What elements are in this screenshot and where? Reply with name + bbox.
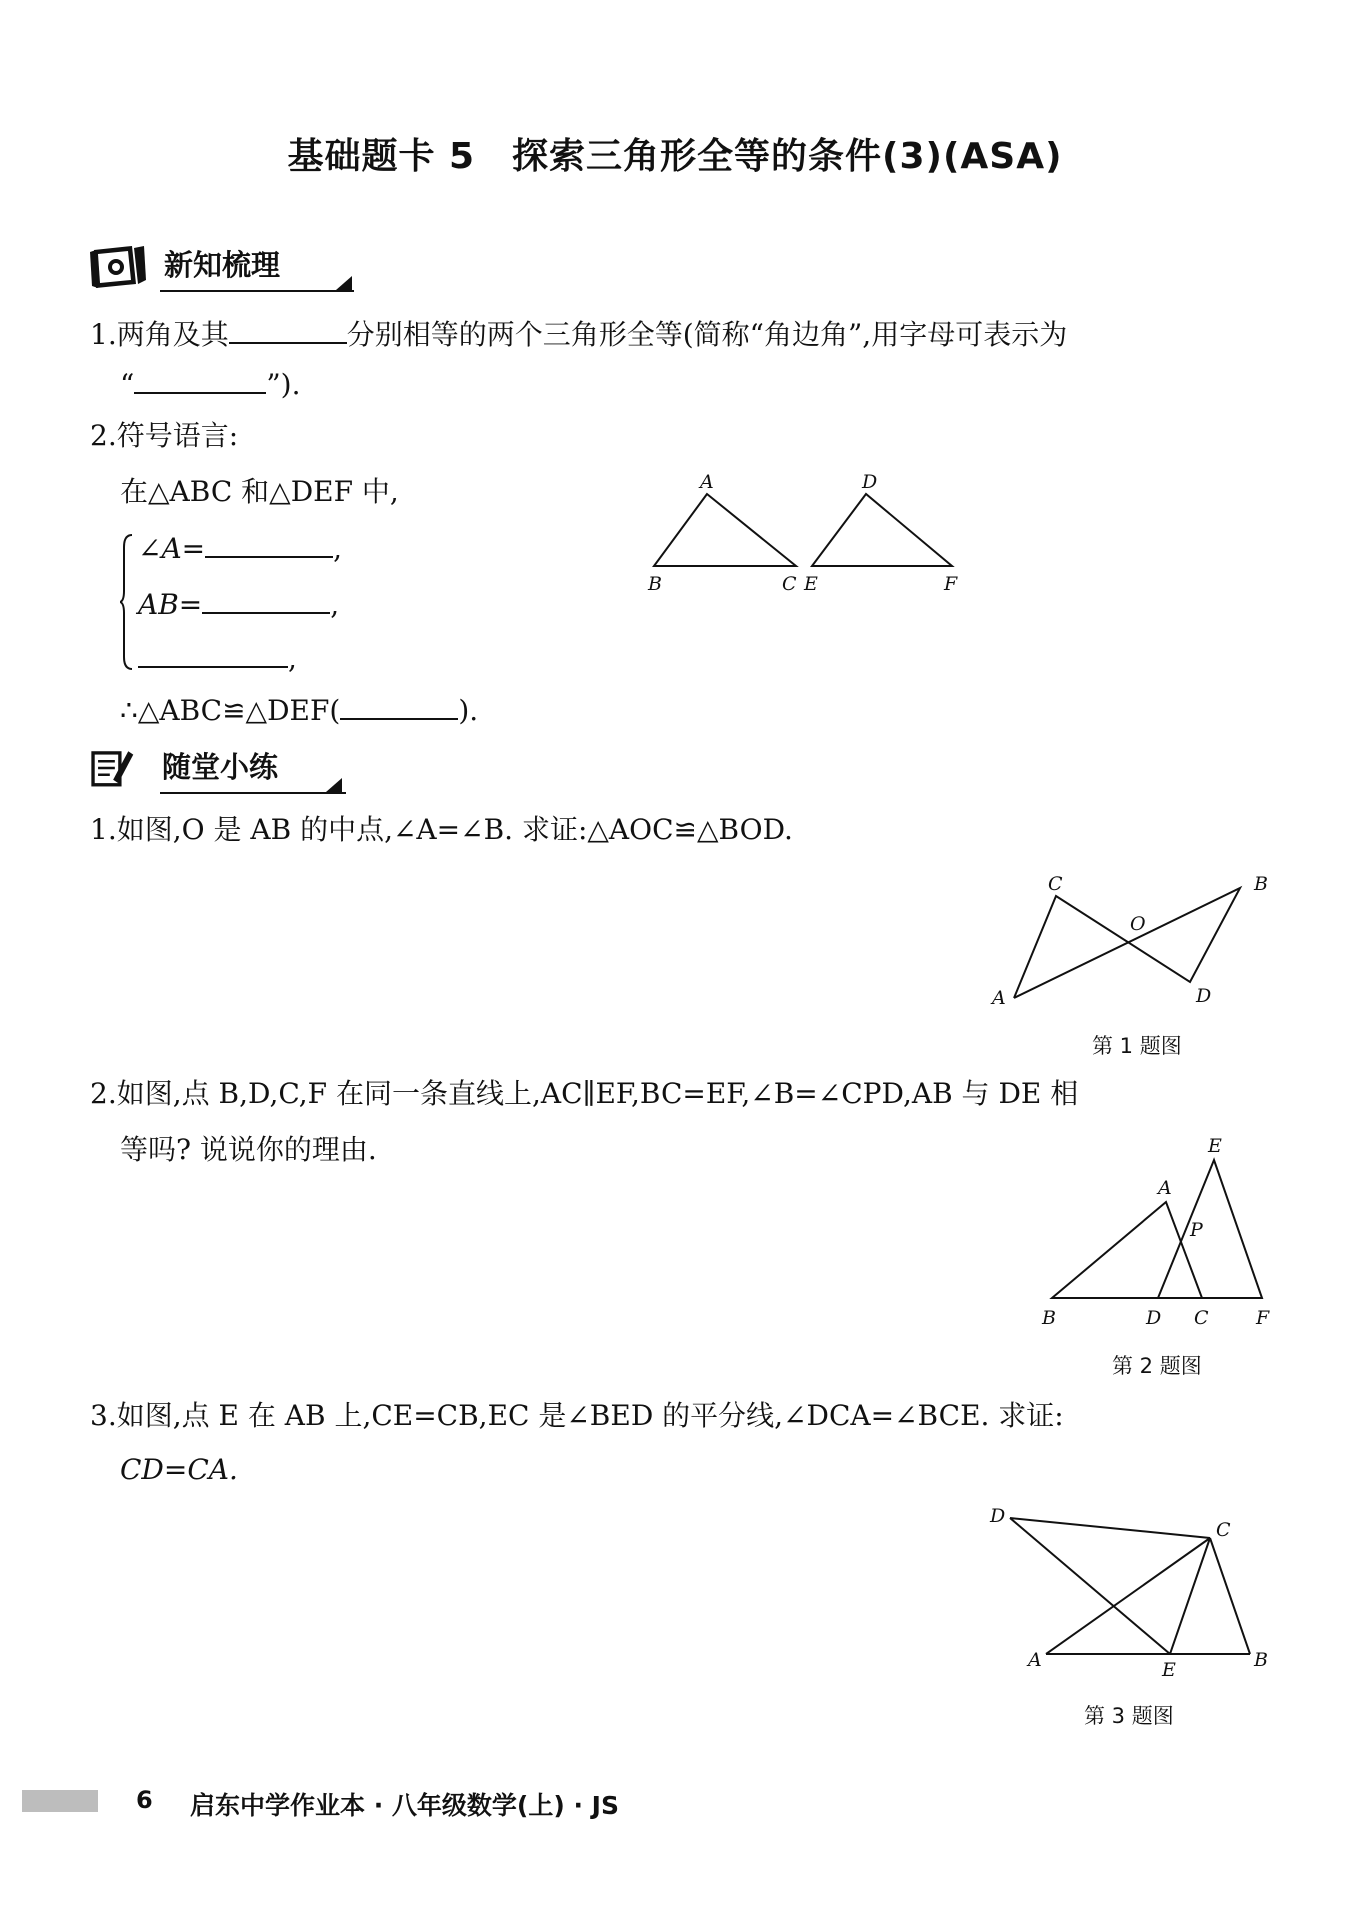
- figure-caption: 第 3 题图: [1084, 1704, 1174, 1728]
- label-a: A: [1158, 1177, 1172, 1199]
- practice-q2-line2: [120, 1130, 377, 1170]
- question-text: 分别相等的两个三角形全等(简称“角边角”,用字母可表示为: [346, 318, 1068, 351]
- condition-text: ∠A=: [138, 532, 206, 565]
- question-number: 2.: [90, 1077, 117, 1110]
- comma: ,: [330, 588, 340, 621]
- notebook-pen-icon: [88, 742, 140, 794]
- section-header-practice: [88, 742, 348, 794]
- practice-q1-figure: [990, 870, 1280, 1010]
- section-header-new-knowledge: [88, 240, 354, 292]
- answer-blank[interactable]: [205, 526, 333, 558]
- label-o: O: [1130, 913, 1146, 935]
- section-triangle-marker: [326, 778, 342, 792]
- question-text: 如图,O 是 AB 的中点,∠A=∠B. 求证:△AOC≌△BOD.: [116, 813, 793, 846]
- question-text: 在△ABC 和△DEF 中,: [120, 475, 399, 508]
- section-triangle-marker: [336, 276, 352, 290]
- question-number: 1.: [90, 813, 117, 846]
- label-b: B: [1254, 1649, 1268, 1671]
- conclusion-text: ).: [458, 694, 479, 727]
- answer-blank[interactable]: [340, 688, 458, 720]
- condition-brace: [120, 533, 134, 671]
- practice-q1: [90, 810, 793, 850]
- quote-open: “: [120, 368, 135, 401]
- label-e: E: [1208, 1135, 1222, 1157]
- comma: ,: [333, 532, 343, 565]
- practice-q3-line1: [90, 1396, 1064, 1436]
- section-underline: [160, 792, 346, 794]
- label-c: C: [782, 573, 797, 595]
- label-d: D: [1146, 1307, 1162, 1329]
- label-b: B: [648, 573, 662, 595]
- triangle-abc: [654, 494, 796, 566]
- label-p: P: [1190, 1219, 1203, 1241]
- label-d: D: [1196, 985, 1212, 1007]
- label-d: D: [990, 1505, 1006, 1527]
- book-title: 启东中学作业本 · 八年级数学(上) · JS: [190, 1791, 619, 1820]
- label-c: C: [1216, 1519, 1231, 1541]
- question-text: 如图,点 B,D,C,F 在同一条直线上,AC∥EF,BC=EF,∠B=∠CPD,AB 与 DE 相: [116, 1077, 1079, 1110]
- notebook-camera-icon: [88, 240, 150, 292]
- condition-2: [138, 582, 339, 625]
- page-number: 6: [136, 1786, 153, 1814]
- label-b: B: [1042, 1307, 1056, 1329]
- comma: ,: [288, 642, 297, 675]
- label-e: E: [804, 573, 818, 595]
- question-text: 如图,点 E 在 AB 上,CE=CB,EC 是∠BED 的平分线,∠DCA=∠BCE. 求证:: [116, 1399, 1064, 1432]
- segment-de: [1010, 1518, 1170, 1654]
- triangle-edf: [1158, 1160, 1262, 1298]
- section-label-practice: 随堂小练: [162, 749, 279, 784]
- label-b: B: [1254, 873, 1268, 895]
- answer-blank[interactable]: [134, 362, 266, 394]
- condition-3: [138, 636, 297, 679]
- practice-q2-figure: [1030, 1130, 1280, 1330]
- answer-blank[interactable]: [138, 636, 288, 668]
- triangle-def: [812, 494, 952, 566]
- question-text: 两角及其: [116, 318, 229, 351]
- label-e: E: [1162, 1659, 1176, 1681]
- knowledge-q2-intro: [120, 472, 399, 512]
- conclusion-line: [120, 688, 478, 731]
- question-number: 3.: [90, 1399, 117, 1432]
- label-c: C: [1048, 873, 1063, 895]
- triangle-abc: [1052, 1202, 1202, 1298]
- segment-ec: [1170, 1538, 1210, 1654]
- condition-text: AB=: [138, 588, 203, 621]
- figure-caption: 第 1 题图: [1092, 1034, 1182, 1058]
- question-text: 符号语言:: [116, 419, 239, 452]
- knowledge-q2-title: [90, 416, 238, 456]
- label-f: F: [944, 573, 958, 595]
- label-a: A: [700, 471, 714, 493]
- practice-q2-line1: [90, 1074, 1078, 1114]
- quote-close: ”).: [266, 368, 301, 401]
- practice-q3-line2: [120, 1450, 238, 1490]
- segment-dc: [1010, 1518, 1210, 1538]
- label-f: F: [1256, 1307, 1270, 1329]
- section-underline: [160, 290, 354, 292]
- page-title: 基础题卡 5 探索三角形全等的条件(3)(ASA): [287, 136, 1063, 177]
- knowledge-q1-line1: [90, 312, 1067, 355]
- answer-blank[interactable]: [229, 312, 347, 344]
- practice-q3-figure: [980, 1500, 1280, 1690]
- figure-caption: 第 2 题图: [1112, 1354, 1202, 1378]
- label-a: A: [1028, 1649, 1042, 1671]
- conclusion-text: ∴△ABC≌△DEF(: [120, 694, 341, 727]
- segment-ac: [1046, 1538, 1210, 1654]
- knowledge-q1-line2: [120, 362, 300, 405]
- question-text: CD=CA.: [120, 1453, 238, 1486]
- question-text: 等吗? 说说你的理由.: [120, 1133, 377, 1166]
- condition-1: [138, 526, 342, 569]
- footer-bar: [22, 1790, 98, 1812]
- section-label-new-knowledge: 新知梳理: [164, 247, 281, 282]
- answer-blank[interactable]: [202, 582, 330, 614]
- segment-cb: [1210, 1538, 1250, 1654]
- question-number: 1.: [90, 318, 117, 351]
- segment-a-c-d-b: [1014, 888, 1240, 998]
- label-a: A: [992, 987, 1006, 1009]
- knowledge-figure-two-triangles: [640, 470, 960, 600]
- question-number: 2.: [90, 419, 117, 452]
- label-d: D: [862, 471, 878, 493]
- label-c: C: [1194, 1307, 1209, 1329]
